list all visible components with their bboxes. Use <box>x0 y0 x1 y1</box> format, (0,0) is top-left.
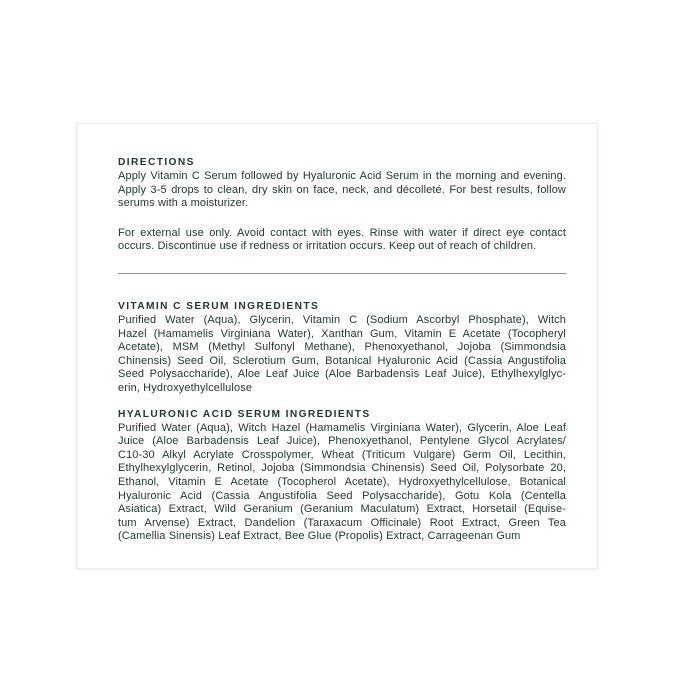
text-line: Hazel (Hamamelis Virginiana Water), Xanthan Gum, Vitamin E Acetate (Tocopheryl <box>118 327 566 340</box>
directions-text <box>118 170 566 211</box>
product-label-card <box>76 123 598 569</box>
text-line: Ethanol, Vitamin E Acetate (Tocopherol Acetate), Hydroxyethylcellulose, Botanical <box>118 475 566 488</box>
text-line: Asiatica) Extract, Wild Geranium (Geranium Maculatum) Extract, Horsetail (Equise- <box>118 503 566 516</box>
text-line: For external use only. Avoid contact with eyes. Rinse with water if direct eye contact <box>118 226 566 239</box>
section-divider <box>118 273 566 274</box>
hyaluronic-acid-ingredients-text <box>118 422 566 544</box>
text-line: erin, Hydroxyethylcellulose <box>118 381 253 394</box>
vitamin-c-ingredients-heading: VITAMIN C SERUM INGREDIENTS <box>118 300 320 312</box>
text-line: Ethylhexylglycerin, Retinol, Jojoba (Simmondsia Chinensis) Seed Oil, Polysorbate 20, <box>118 462 566 475</box>
text-line: tum Arvense) Extract, Dandelion (Taraxacum Officinale) Root Extract, Green Tea <box>118 516 566 529</box>
vitamin-c-ingredients-text <box>118 314 566 396</box>
text-line: serums with a moisturizer. <box>118 197 249 210</box>
text-line: occurs. Discontinue use if redness or irritation occurs. Keep out of reach of children. <box>118 240 537 253</box>
text-line: Apply 3-5 drops to clean, dry skin on face, neck, and décolleté. For best results, follow <box>118 183 566 196</box>
warning-text <box>118 227 566 254</box>
hyaluronic-acid-ingredients-section <box>118 408 566 544</box>
text-line: Purified Water (Aqua), Witch Hazel (Hamamelis Virginiana Water), Glycerin, Aloe Leaf <box>118 421 566 434</box>
text-line: Apply Vitamin C Serum followed by Hyaluronic Acid Serum in the morning and evening. <box>118 170 566 182</box>
text-line: Hyaluronic Acid (Cassia Angustifolia Seed Polysaccharide), Gotu Kola (Centella <box>118 489 566 502</box>
text-line: C10-30 Alkyl Acrylate Crosspolymer, Wheat (Triticum Vulgare) Germ Oil, Lecithin, <box>118 448 566 461</box>
text-line: Seed Polysaccharide), Aloe Leaf Juice (Aloe Barbadensis Leaf Juice), Ethylhexylglyc- <box>118 368 566 381</box>
hyaluronic-acid-ingredients-heading: HYALURONIC ACID SERUM INGREDIENTS <box>118 408 371 420</box>
vitamin-c-ingredients-section <box>118 300 566 396</box>
directions-heading: DIRECTIONS <box>118 157 195 168</box>
text-line: (Camellia Sinensis) Leaf Extract, Bee Glue (Propolis) Extract, Carrageenan Gum <box>118 530 521 543</box>
text-line: Acetate), MSM (Methyl Sulfonyl Methane), Phenoxyethanol, Jojoba (Simmondsia <box>118 341 566 354</box>
text-line: Chinensis) Seed Oil, Sclerotium Gum, Botanical Hyaluronic Acid (Cassia Angustifolia <box>118 354 566 367</box>
text-line: Juice (Aloe Barbadensis Leaf Juice), Phenoxyethanol, Pentylene Glycol Acrylates/ <box>118 435 566 448</box>
text-line: Purified Water (Aqua), Glycerin, Vitamin C (Sodium Ascorbyl Phosphate), Witch <box>118 313 566 326</box>
directions-section <box>118 156 566 254</box>
